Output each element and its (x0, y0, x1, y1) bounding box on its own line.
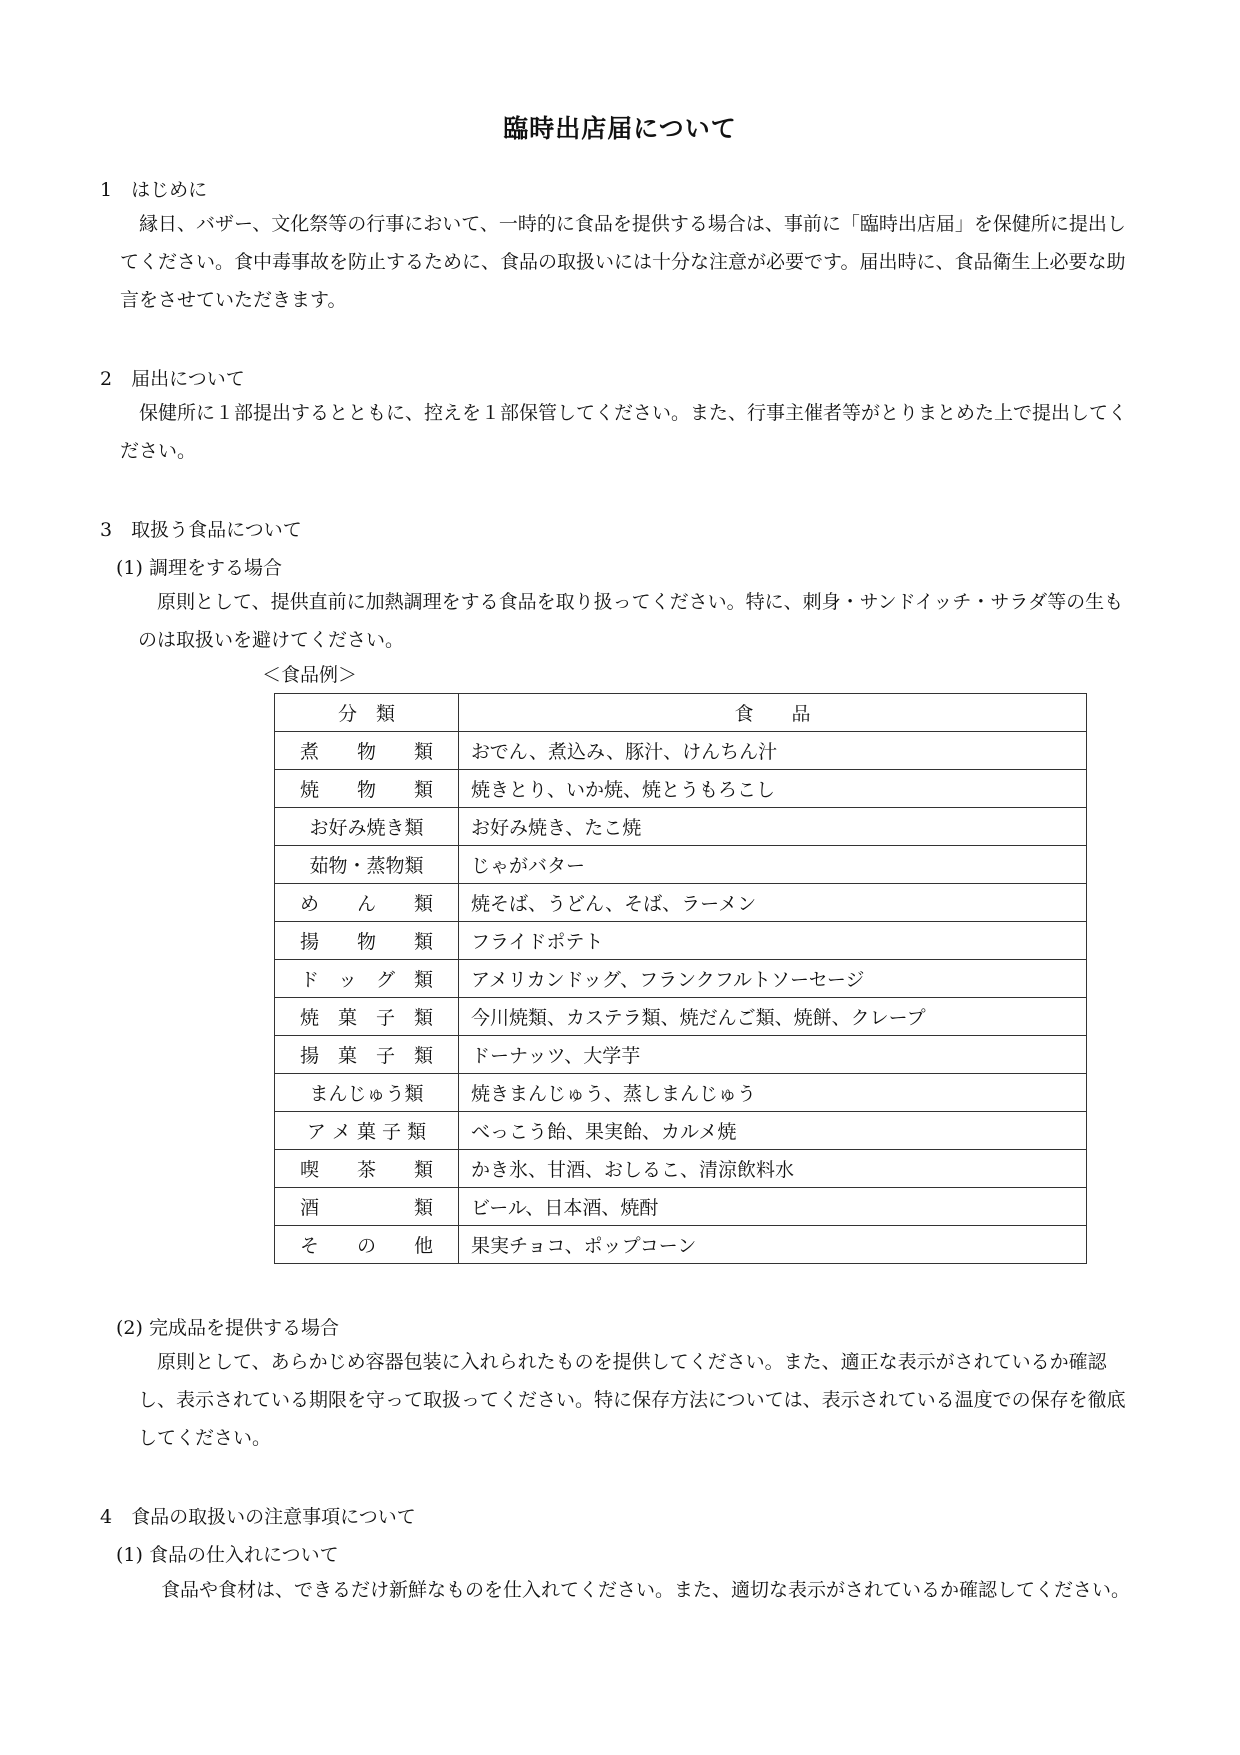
section-3-sub1-body: 原則として、提供直前に加熱調理をする食品を取り扱ってください。特に、刺身・サンドイッチ・サラダ等の生ものは取扱いを避けてください。 (138, 591, 1124, 651)
table-row (275, 998, 1087, 1036)
food-category-cell: 焼 物 類 (275, 770, 459, 808)
food-example-label: ＜食品例＞ (262, 664, 358, 686)
table-row (275, 884, 1087, 922)
food-items-cell: おでん、煮込み、豚汁、けんちん汁 (459, 732, 1087, 770)
table-header-category: 分 類 (275, 694, 459, 732)
table-header-foods: 食 品 (459, 694, 1087, 732)
food-category-cell: 茹物・蒸物類 (275, 846, 459, 884)
section-3-sub2-body: 原則として、あらかじめ容器包装に入れられたものを提供してください。また、適正な表示がされているか確認し、表示されている期限を守って取扱ってください。特に保存方法については、表示されている温度での保存を徹底してください。 (138, 1351, 1126, 1449)
food-category-cell: お好み焼き類 (275, 808, 459, 846)
section-3-sub2-heading: (2) 完成品を提供する場合 (116, 1317, 339, 1339)
table-row (275, 846, 1087, 884)
table-row (275, 1150, 1087, 1188)
food-items-cell: アメリカンドッグ、フランクフルトソーセージ (459, 960, 1087, 998)
food-category-cell: 煮 物 類 (275, 732, 459, 770)
food-category-cell: ア メ 菓 子 類 (275, 1112, 459, 1150)
food-category-cell: そ の 他 (275, 1226, 459, 1264)
food-category-cell: 酒 類 (275, 1188, 459, 1226)
food-category-cell: まんじゅう類 (275, 1074, 459, 1112)
food-category-cell: ド ッ グ 類 (275, 960, 459, 998)
table-row (275, 1036, 1087, 1074)
food-items-cell: お好み焼き、たこ焼 (459, 808, 1087, 846)
section-1-heading: 1 はじめに (100, 179, 208, 201)
food-category-cell: 焼 菓 子 類 (275, 998, 459, 1036)
food-items-cell: べっこう飴、果実飴、カルメ焼 (459, 1112, 1087, 1150)
section-4-sub1-heading: (1) 食品の仕入れについて (116, 1544, 339, 1566)
table-row (275, 1074, 1087, 1112)
food-category-cell: 喫 茶 類 (275, 1150, 459, 1188)
food-items-cell: 焼きまんじゅう、蒸しまんじゅう (459, 1074, 1087, 1112)
food-items-cell: じゃがバター (459, 846, 1087, 884)
food-items-cell: 果実チョコ、ポップコーン (459, 1226, 1087, 1264)
section-3-heading: 3 取扱う食品について (100, 519, 302, 541)
section-3-sub1-heading: (1) 調理をする場合 (116, 557, 282, 579)
table-row (275, 1112, 1087, 1150)
food-items-cell: 焼きとり、いか焼、焼とうもろこし (459, 770, 1087, 808)
table-header-row (275, 694, 1087, 732)
food-items-cell: 焼そば、うどん、そば、ラーメン (459, 884, 1087, 922)
table-row (275, 1188, 1087, 1226)
food-example-table (274, 693, 1087, 1264)
food-items-cell: ドーナッツ、大学芋 (459, 1036, 1087, 1074)
table-row (275, 960, 1087, 998)
section-2-body: 保健所に１部提出するとともに、控えを１部保管してください。また、行事主催者等がとりまとめた上で提出してください。 (120, 402, 1128, 462)
food-items-cell: ビール、日本酒、焼酎 (459, 1188, 1087, 1226)
food-items-cell: 今川焼類、カステラ類、焼だんご類、焼餅、クレープ (459, 998, 1087, 1036)
section-1-body: 縁日、バザー、文化祭等の行事において、一時的に食品を提供する場合は、事前に「臨時出店届」を保健所に提出してください。食中毒事故を防止するために、食品の取扱いには十分な注意が必要です。届出時に、食品衛生上必要な助言をさせていただきます。 (120, 213, 1126, 311)
table-row (275, 1226, 1087, 1264)
food-items-cell: かき氷、甘酒、おしるこ、清涼飲料水 (459, 1150, 1087, 1188)
table-row (275, 732, 1087, 770)
food-category-cell: 揚 菓 子 類 (275, 1036, 459, 1074)
section-2-heading: 2 届出について (100, 368, 245, 390)
table-row (275, 770, 1087, 808)
section-4-sub1-body: 食品や食材は、できるだけ新鮮なものを仕入れてください。また、適切な表示がされているか確認してください。 (161, 1579, 1131, 1601)
section-4-heading: 4 食品の取扱いの注意事項について (100, 1506, 416, 1528)
food-items-cell: フライドポテト (459, 922, 1087, 960)
table-row (275, 808, 1087, 846)
food-category-cell: 揚 物 類 (275, 922, 459, 960)
food-category-cell: め ん 類 (275, 884, 459, 922)
table-row (275, 922, 1087, 960)
document-title: 臨時出店届について (503, 114, 737, 143)
